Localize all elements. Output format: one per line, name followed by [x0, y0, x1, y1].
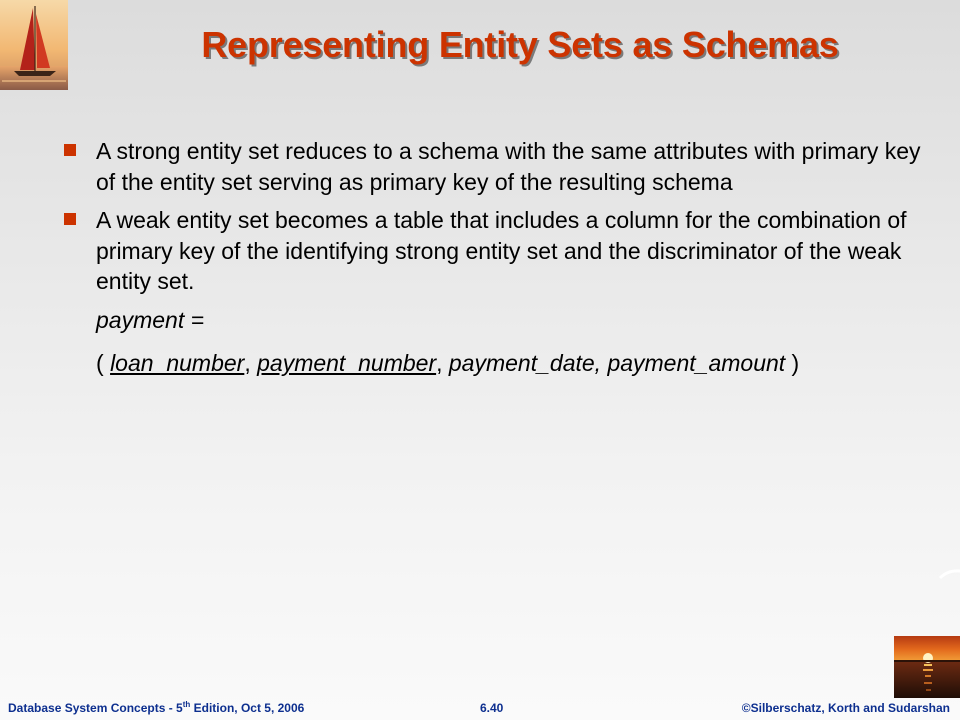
- footer-left-suffix: Edition, Oct 5, 2006: [190, 701, 305, 715]
- primary-key-attribute: loan_number: [110, 350, 245, 376]
- formula-open: (: [96, 350, 111, 376]
- bullet-square-icon: [64, 213, 76, 225]
- formula-close: ): [785, 350, 800, 376]
- footer-left-sup: th: [182, 700, 191, 709]
- formula-separator: ,: [436, 350, 449, 376]
- formula-attributes: payment_date, payment_amount: [448, 350, 786, 376]
- page-number: 6.40: [480, 701, 504, 715]
- sunset-icon: [894, 636, 960, 698]
- bullet-item: [64, 205, 924, 297]
- schema-formula: [64, 348, 924, 379]
- formula-separator: ,: [244, 350, 258, 376]
- formula-name: payment =: [96, 306, 205, 333]
- slide-title: Representing Entity Sets as Schemas: [201, 24, 839, 65]
- footer-left-prefix: Database System Concepts - 5: [8, 701, 183, 715]
- sailboat-icon: [0, 0, 68, 90]
- slide-footer: [0, 699, 960, 719]
- bullet-text: A strong entity set reduces to a schema with the same attributes with primary key of the entity set serving as primary key of the resulting schema: [96, 138, 921, 195]
- footer-course-info: [8, 701, 304, 715]
- swoosh-decoration-icon: [938, 568, 960, 582]
- slide-content: [64, 136, 924, 379]
- footer-copyright: ©Silberschatz, Korth and Sudarshan: [741, 701, 950, 715]
- primary-key-attribute: payment_number: [257, 350, 437, 376]
- bullet-text: A weak entity set becomes a table that includes a column for the combination of primary key of the identifying strong entity set and the discriminator of the weak entity set.: [96, 207, 907, 294]
- bullet-square-icon: [64, 144, 76, 156]
- bullet-item: [64, 136, 924, 197]
